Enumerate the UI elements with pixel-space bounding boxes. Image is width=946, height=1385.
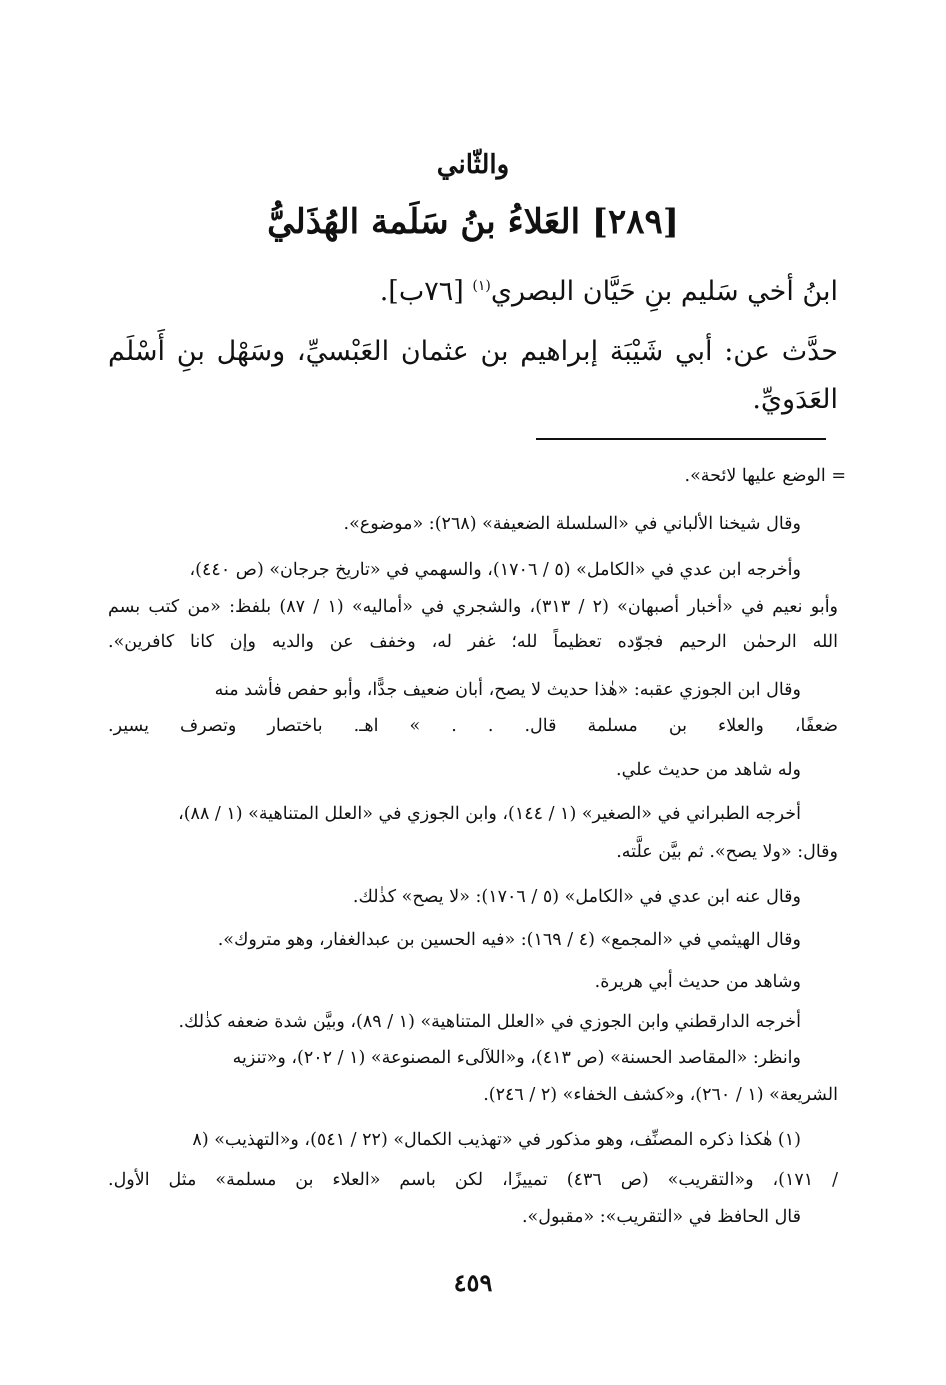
footnote-marker: (١) [472, 278, 491, 294]
footnote-line: الشريعة» (١ / ٢٦٠)، و«كشف الخفاء» (٢ / ٢٤٦). [483, 1085, 838, 1105]
entry-line-1-text: ابنُ أخي سَليم بنِ حَيَّان البصري [490, 276, 838, 307]
footnote-line: وقال ابن الجوزي عقبه: «هٰذا حديث لا يصح، أبان ضعيف جدًّا، وأبو حفص فأشد منه [214, 680, 801, 700]
footnote-line: وشاهد من حديث أبي هريرة. [594, 972, 801, 992]
footnote-line: ضعفًا، والعلاء بن مسلمة قال. . . » اهـ. باختصار وتصرف يسير. [108, 716, 838, 736]
entry-title: [٢٨٩] العَلاءُ بنُ سَلَمة الهُذَليُّ [267, 202, 679, 242]
footnote-line: وأبو نعيم في «أخبار أصبهان» (٢ / ٣١٣)، والشجري في «أماليه» (١ / ٨٧) بلفظ: «من كتب بسم [108, 597, 839, 617]
page-number: ٤٥٩ [453, 1268, 493, 1297]
footnote-line: وأخرجه ابن عدي في «الكامل» (٥ / ١٧٠٦)، والسهمي في «تاريخ جرجان» (ص ٤٤٠)، [189, 560, 801, 580]
entry-line-1 [380, 276, 838, 307]
footnote-line: أخرجه الدارقطني وابن الجوزي في «العلل المتناهية» (١ / ٨٩)، وبيَّن شدة ضعفه كذٰلك. [178, 1012, 801, 1032]
entry-line-3: العَدَويِّ. [752, 384, 838, 415]
section-subtitle: والثّاني [436, 150, 510, 180]
footnote-line: الله الرحمٰن الرحيم فجوّده تعظيماً لله؛ غفر له، وخفف عن والديه وإن كانا كافرين». [108, 632, 838, 652]
entry-line-2: حدَّث عن: أبي شَيْبَة إبراهيم بن عثمان العَبْسيِّ، وسَهْل بنِ أَسْلَم [108, 336, 838, 367]
entry-line-1-end: [٧٦ب]. [379, 276, 473, 307]
footnote-line: وقال عنه ابن عدي في «الكامل» (٥ / ١٧٠٦): «لا يصح» كذٰلك. [352, 887, 801, 907]
footnote-line: أخرجه الطبراني في «الصغير» (١ / ١٤٤)، وابن الجوزي في «العلل المتناهية» (١ / ٨٨)، [178, 804, 801, 824]
footnote-line: وقال: «ولا يصح». ثم بيَّن علَّته. [616, 842, 838, 862]
footnote-line: (١) هٰكذا ذكره المصنِّف، وهو مذكور في «تهذيب الكمال» (٢٢ / ٥٤١)، و«التهذيب» (٨ [192, 1130, 801, 1150]
footnote-line: وقال شيخنا الألباني في «السلسلة الضعيفة» (٢٦٨): «موضوع». [343, 514, 801, 534]
footnote-line: / ١٧١)، و«التقريب» (ص ٤٣٦) تمييزًا، لكن باسم «العلاء بن مسلمة» مثل الأول. [108, 1170, 838, 1190]
footnote-line: وله شاهد من حديث علي. [616, 760, 801, 780]
footnote-line: = الوضع عليها لائحة». [684, 466, 846, 486]
footnote-divider [536, 438, 826, 440]
footnote-line: وقال الهيثمي في «المجمع» (٤ / ١٦٩): «فيه الحسين بن عبدالغفار، وهو متروك». [217, 930, 801, 950]
footnote-line: قال الحافظ في «التقريب»: «مقبول». [521, 1207, 801, 1227]
footnote-line: وانظر: «المقاصد الحسنة» (ص ٤١٣)، و«اللآلىء المصنوعة» (١ / ٢٠٢)، و«تنزيه [232, 1048, 801, 1068]
